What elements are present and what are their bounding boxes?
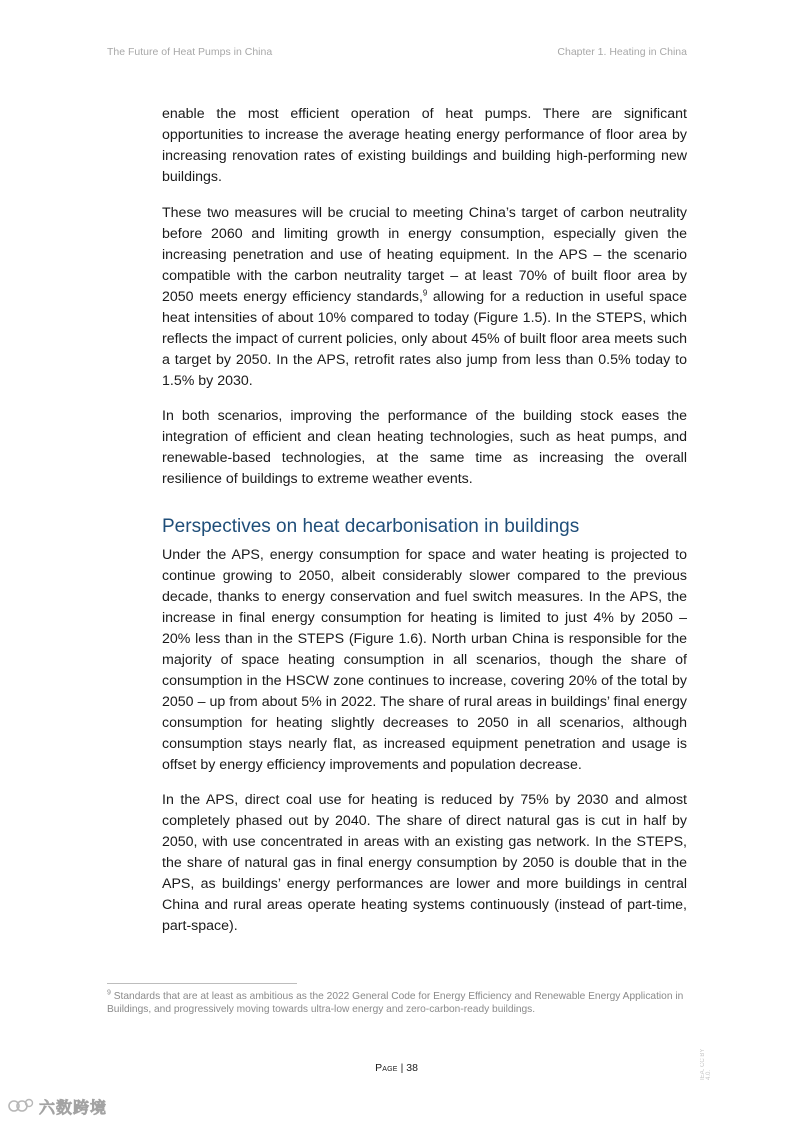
page-separator: |	[397, 1062, 407, 1074]
license-notice: IEA. CC BY 4.0.	[700, 1048, 712, 1080]
body-text	[162, 104, 687, 937]
page-number	[0, 1062, 793, 1074]
section-paragraph-2: In the APS, direct coal use for heating is reduced by 75% by 2030 and almost completely phased out by 2040. The share of direct natural gas is cut in half by 2050, with use concentrated in areas with an existing gas network. In the STEPS, the share of natural gas in final energy consumption by 2050 is double that in the APS, as buildings’ energy performances are lower and more buildings in central China and rural areas operate heating systems continuously (instead of part-time, part-space).	[162, 792, 687, 934]
footnote-text: Standards that are at least as ambitious as the 2022 General Code for Energy Efficiency and Renewable Energy Application in Buildings, and progressively moving towards ultra-low energy and zero-carbon-ready buildings.	[107, 991, 684, 1015]
section-paragraph-1: Under the APS, energy consumption for space and water heating is projected to continue growing to 2050, albeit considerably slower compared to the previous decade, thanks to energy conservation and fuel switch measures. In the APS, the increase in final energy consumption for heating is limited to just 4% by 2050 – 20% less than in the STEPS (Figure 1.6). North urban China is responsible for the majority of space heating consumption in all scenarios, though the share of consumption in the HSCW zone continues to increase, covering 20% of the total by 2050 – up from about 5% in 2022. The share of rural areas in buildings’ final energy consumption for heating slightly decreases to 2050 in all scenarios, although consumption stays nearly flat, as increased equipment penetration and usage is offset by energy efficiency improvements and population decrease.	[162, 547, 687, 773]
footnote-reference[interactable]: 9	[422, 288, 428, 298]
paragraph-1: enable the most efficient operation of heat pumps. There are significant opportunities to increase the average heating energy performance of floor area by increasing renovation rates of existing buildings and building high-performing new buildings.	[162, 106, 687, 185]
page-number-value: 38	[406, 1062, 418, 1074]
page-label: Page	[375, 1062, 398, 1074]
chapter-title: Chapter 1. Heating in China	[557, 46, 687, 58]
footnote-divider	[107, 983, 297, 984]
running-header	[107, 46, 687, 62]
paragraph-2-text-before: These two measures will be crucial to meeting China’s target of carbon neutrality before 2060 and limiting growth in energy consumption, especially given the increasing penetration and use of heating equipment. In the APS – the scenario compatible with the carbon neutrality target – at least 70% of built floor area by 2050 meets energy efficiency standards,	[162, 205, 687, 305]
footnote	[107, 990, 687, 1016]
paragraph-3: In both scenarios, improving the performance of the building stock eases the integration of efficient and clean heating technologies, such as heat pumps, and renewable-based technologies, at the same time as increasing the overall resilience of buildings to extreme weather events.	[162, 408, 687, 487]
paragraph-2	[162, 203, 687, 392]
section-heading: Perspectives on heat decarbonisation in buildings	[162, 516, 580, 537]
report-title: The Future of Heat Pumps in China	[107, 46, 273, 58]
footnote-number: 9	[107, 989, 111, 997]
watermark	[8, 1094, 107, 1118]
watermark-logo-icon	[8, 1097, 34, 1115]
watermark-text: 六数跨境	[39, 1097, 108, 1117]
paragraph-2-text-after: allowing for a reduction in useful space heat intensities of about 10% compared to today (Figure 1.5). In the STEPS, which reflects the impact of current policies, only about 45% of built floor area meets such a target by 2050. In the APS, retrofit rates also jump from less than 0.5% today to 1.5% by 2030.	[162, 289, 687, 389]
